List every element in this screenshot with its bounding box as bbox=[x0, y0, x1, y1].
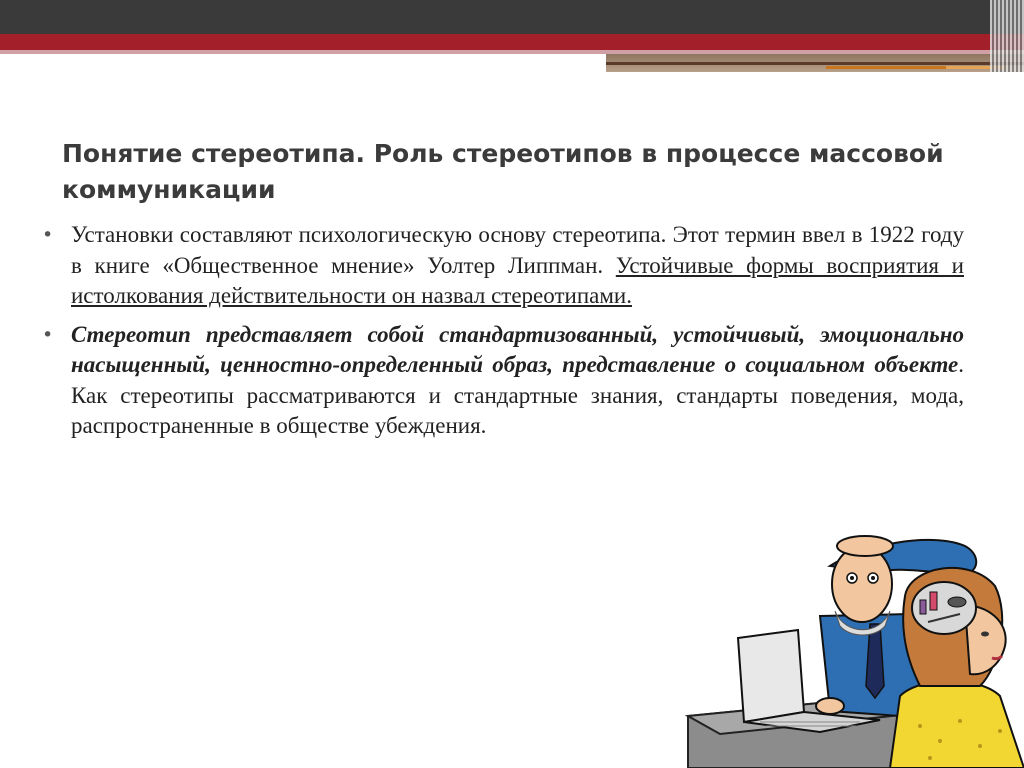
bullet-item bbox=[42, 220, 964, 312]
header-red-band bbox=[0, 34, 1024, 50]
man-tie bbox=[866, 624, 884, 698]
woman-eye bbox=[981, 632, 989, 637]
bullet-text: Установки составляют психологическую основу стереотипа. Этот термин ввел в 1922 году в книге «Общественное мнение» Уолтер Липпман. bbox=[71, 222, 964, 278]
bullet-marker: • bbox=[42, 323, 54, 346]
man-hand bbox=[837, 536, 893, 556]
header-dark-band bbox=[0, 0, 1024, 34]
header-orange-line bbox=[826, 66, 946, 69]
nail-polish-icon bbox=[920, 600, 926, 614]
man-head bbox=[832, 546, 892, 622]
laptop-screen bbox=[738, 630, 804, 722]
bullet-item bbox=[42, 320, 964, 442]
bullet-marker: • bbox=[42, 224, 54, 246]
man-typing-hand bbox=[816, 698, 844, 714]
woman-dress bbox=[890, 681, 1024, 768]
bullet-emphasis-text: Стереотип представляет собой стандартизованный, устойчивый, эмоционально насыщенный, ценностно-определенный образ, представление о социальном объекте bbox=[71, 321, 964, 377]
header-stripe-pattern bbox=[990, 0, 1024, 72]
header-accent-line bbox=[606, 62, 1024, 65]
compact-icon bbox=[948, 597, 966, 607]
bullet-list bbox=[42, 220, 964, 442]
people-at-computer-illustration bbox=[680, 526, 1024, 768]
bullet-underlined-text: Устойчивые формы восприятия и истолкования действительности он назвал стереотипами. bbox=[71, 252, 964, 308]
bullet-text: . Как стереотипы рассматриваются и стандартные знания, стандарты поведения, мода, распространенные в обществе убеждения. bbox=[71, 352, 964, 438]
slide-title: Понятие стереотипа. Роль стереотипов в процессе массовой коммуникации bbox=[62, 139, 944, 204]
lipstick-icon bbox=[930, 592, 937, 610]
